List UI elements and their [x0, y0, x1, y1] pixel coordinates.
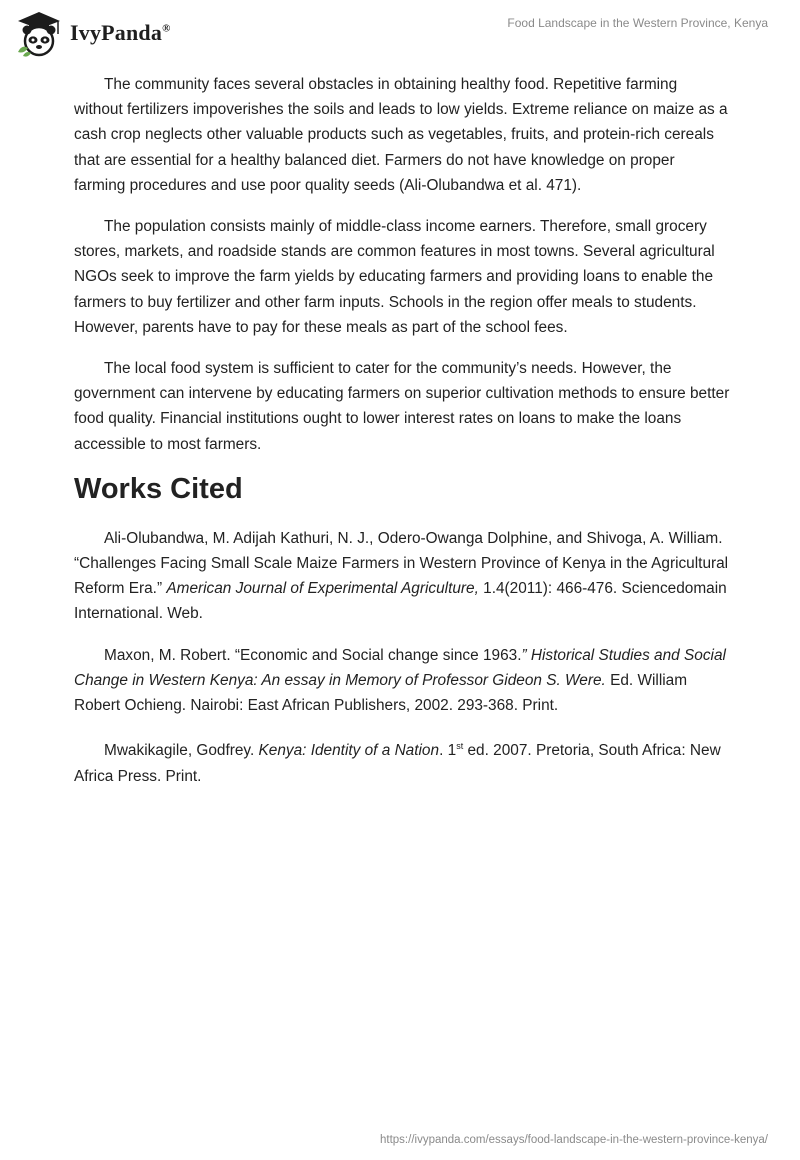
works-cited-heading: Works Cited	[74, 472, 243, 505]
ivypanda-logo[interactable]	[14, 8, 171, 58]
panda-graduate-icon	[14, 8, 64, 58]
ordinal-suffix: st	[456, 741, 464, 752]
body-paragraph: The local food system is sufficient to cater for the community’s needs. However, the government can intervene by educating farmers on superior cultivation methods to ensure better food quality. Financial institutions ought to lower interest rates on loans to make the loans accessible to most farmers.	[74, 360, 730, 453]
essay-body	[74, 72, 730, 805]
source-url[interactable]: https://ivypanda.com/essays/food-landscape-in-the-western-province-kenya/	[380, 1134, 768, 1146]
citation-title: ” Historical Studies and Social Change in Western Kenya: An essay in Memory of Professor Gideon S. Were.	[74, 646, 726, 689]
registered-mark: ®	[162, 22, 171, 35]
body-paragraph: The community faces several obstacles in obtaining healthy food. Repetitive farming without fertilizers impoverishes the soils and leads to low yields. Extreme reliance on maize as a cash crop neglects other valuable products such as vegetables, fruits, and protein-rich cereals that are essential for a healthy balanced diet. Farmers do not have knowledge on proper farming procedures and use poor quality seeds (Ali-Olubandwa et al. 471).	[74, 76, 728, 194]
citation-title: Kenya: Identity of a Nation	[258, 742, 440, 760]
citation-entry: Ali-Olubandwa, M. Adijah Kathuri, N. J., Odero-Owanga Dolphine, and Shivoga, A. William. “Challenges Facing Small Scale Maize Farmers in Western Province of Kenya in the Agricultural Reform Era.” American Journal of Experimental Agriculture, 1.4(2011): 466-476. Sciencedomain International. Web.	[74, 529, 729, 623]
body-paragraph: The population consists mainly of middle-class income earners. Therefore, small grocery stores, markets, and roadside stands are common features in most towns. Several agricultural NGOs seek to improve the farm yields by educating farmers and providing loans to enable the farmers to buy fertilizer and other farm inputs. Schools in the region offer meals to students. However, parents have to pay for these meals as part of the school fees.	[74, 218, 715, 336]
page-header	[0, 0, 800, 66]
brand-name: IvyPanda®	[70, 20, 171, 45]
document-title: Food Landscape in the Western Province, Kenya	[507, 16, 768, 30]
citation-entry: Maxon, M. Robert. “Economic and Social change since 1963.” Historical Studies and Social Change in Western Kenya: An essay in Memory of Professor Gideon S. Were. Ed. William Robert Ochieng. Nairobi: East African Publishers, 2002. 293-368. Print.	[74, 646, 726, 715]
citation-entry: Mwakikagile, Godfrey. Kenya: Identity of a Nation. 1st ed. 2007. Pretoria, South Africa: New Africa Press. Print.	[74, 741, 721, 785]
citation-title: American Journal of Experimental Agriculture,	[166, 580, 479, 598]
